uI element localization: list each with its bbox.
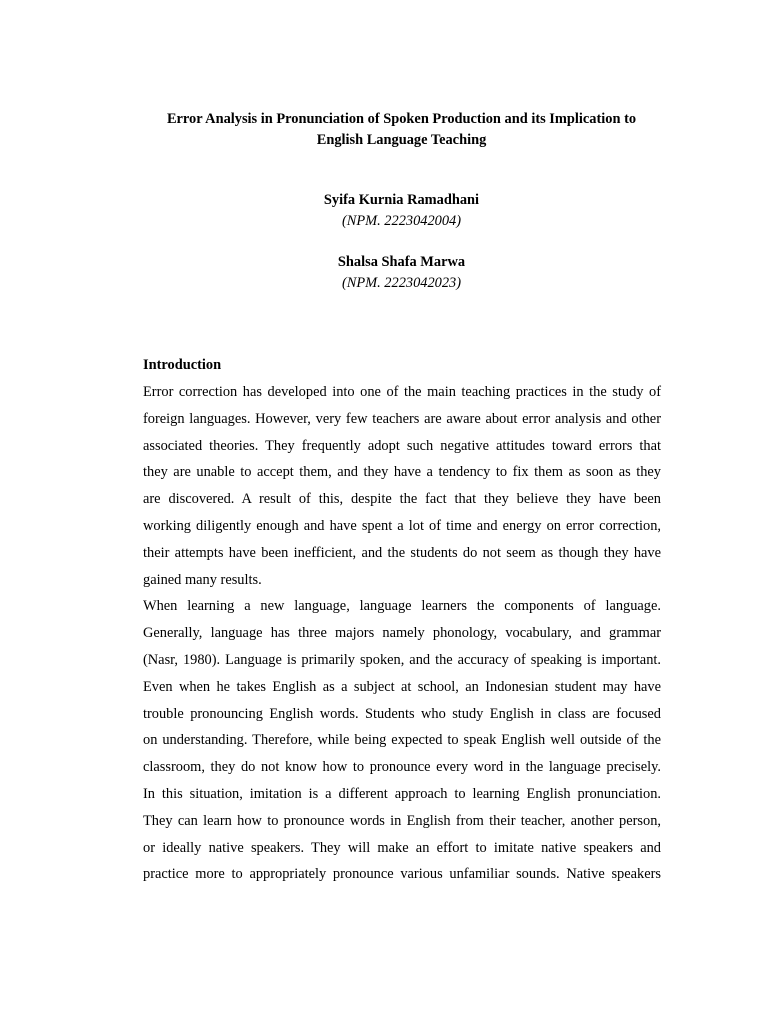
title-line: English Language Teaching: [316, 132, 487, 148]
body-line: Error correction has developed into one of the main teaching practices in the study of: [143, 384, 661, 400]
body-line: are discovered. A result of this, despite the fact that they believe they have been: [143, 491, 661, 508]
author-npm: (NPM. 2223042023): [341, 275, 462, 291]
body-line: they are unable to accept them, and they have a tendency to fix them as soon as they: [143, 464, 661, 481]
body-line: trouble pronouncing English words. Students who study English in class are focused: [143, 705, 661, 722]
title-line: Error Analysis in Pronunciation of Spoken Production and its Implication to: [166, 111, 637, 127]
section-heading: Introduction: [143, 357, 222, 373]
body-line: Even when he takes English as a subject at school, an Indonesian student may have: [143, 678, 661, 695]
body-line: In this situation, imitation is a different approach to learning English pronunciation.: [143, 785, 661, 802]
body-line: When learning a new language, language learners the components of language.: [143, 598, 661, 615]
body-line: or ideally native speakers. They will make an effort to imitate native speakers and: [143, 839, 661, 856]
body-text: [143, 379, 661, 888]
author-block: [100, 252, 703, 294]
author-name: Syifa Kurnia Ramadhani: [323, 192, 480, 208]
body-line: Generally, language has three majors namely phonology, vocabulary, and grammar: [143, 625, 661, 642]
body-line: working diligently enough and have spent a lot of time and energy on error correction,: [143, 517, 661, 534]
body-line: (Nasr, 1980). Language is primarily spoken, and the accuracy of speaking is important.: [143, 651, 661, 668]
document-title: [100, 109, 703, 151]
body-line: their attempts have been inefficient, and the students do not seem as though they have: [143, 544, 661, 561]
body-line: classroom, they do not know how to pronounce every word in the language precisely.: [143, 759, 661, 776]
body-line: associated theories. They frequently adopt such negative attitudes toward errors that: [143, 437, 661, 454]
body-line: practice more to appropriately pronounce various unfamiliar sounds. Native speakers: [143, 866, 661, 883]
author-block: [100, 190, 703, 232]
body-line: gained many results.: [143, 571, 262, 588]
body-line: foreign languages. However, very few teachers are aware about error analysis and other: [143, 410, 661, 427]
body-line: on understanding. Therefore, while being expected to speak English well outside of the: [143, 732, 661, 749]
author-name: Shalsa Shafa Marwa: [337, 254, 466, 270]
body-line: They can learn how to pronounce words in English from their teacher, another person,: [143, 812, 661, 829]
author-npm: (NPM. 2223042004): [341, 213, 462, 229]
